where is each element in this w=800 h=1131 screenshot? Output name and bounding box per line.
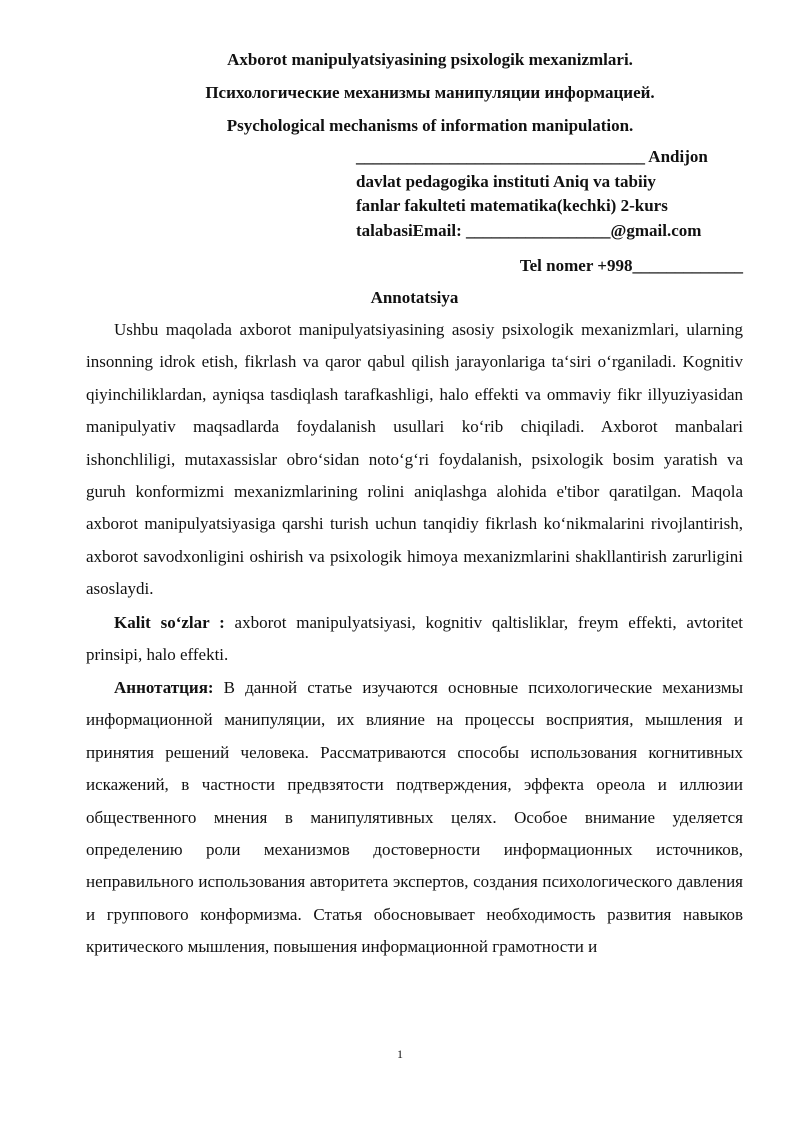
annotation-heading: Annotatsiya (370, 288, 459, 307)
abstract-uzbek: Ushbu maqolada axborot manipulyatsiyasining asosiy psixologik mexanizmlari, ularning insonning idrok etish, fikrlash va qaror qabul qilish jarayonlariga ta‘siri o‘rganiladi. Kognitiv qiyinchiliklardan, ayniqsa tasdiqlash tarafkashligi, halo effekti va ommaviy fikr illyuziyasidan manipulyativ maqsadlarda foydalanish usullari ko‘rib chiqiladi. Axborot manbalari ishonchliligi, mutaxassislar obro‘sidan noto‘g‘ri foydalanish, psixologik bosim yaratish va guruh konformizmi mexanizmlarining rolini aniqlashga alohida e'tibor qaratilgan. Maqola axborot manipulyatsiyasiga qarshi turish uchun tanqidiy fikrlash ko‘nikmalarini rivojlantirish, axborot savodxonligini oshirish va psixologik himoya mexanizmlarini shakllantirish zarurligini asoslaydi. (86, 320, 743, 599)
keywords-text: axborot manipulyatsiyasi, kognitiv qaltisliklar, freym effekti, avtoritet prinsipi, halo effekti. (86, 613, 743, 665)
title-uzbek: Axborot manipulyatsiyasining psixologik mexanizmlari. (227, 50, 633, 69)
keywords-paragraph (86, 607, 743, 672)
author-affiliation (356, 145, 743, 243)
abstract-russian-label: Аннотатция: (114, 678, 214, 697)
abstract-russian-text: В данной статье изучаются основные психологические механизмы информационной манипуляции, их влияние на процессы восприятия, мышления и принятия решений человека. Рассматриваются способы использования когнитивных искажений, в частности предвзятости подтверждения, эффекта ореола и иллюзии общественного мнения в манипулятивных целях. Особое внимание уделяется определению роли механизмов достоверности информационных источников, неправильного использования авторитета экспертов, создания психологического давления и группового конформизма. Статья обосновывает необходимость развития навыков критического мышления, повышения информационной грамотности и (86, 678, 743, 957)
affiliation-line-3: fanlar fakulteti matematika(kechki) 2-kurs (356, 196, 668, 215)
affiliation-line-2: davlat pedagogika instituti Aniq va tabiiy (356, 171, 656, 191)
title-english: Psychological mechanisms of information manipulation. (226, 116, 634, 135)
title-russian: Психологические механизмы манипуляции информацией. (205, 83, 655, 102)
affiliation-line-1: __________________________________ Andijon (356, 147, 708, 166)
keywords-label: Kalit so‘zlar : (114, 613, 225, 632)
affiliation-line-4: talabasiEmail: _________________@gmail.com (356, 220, 702, 240)
phone-number: Tel nomer +998_____________ (519, 256, 743, 275)
abstract-russian (86, 672, 743, 964)
page-number: 1 (397, 1047, 403, 1061)
